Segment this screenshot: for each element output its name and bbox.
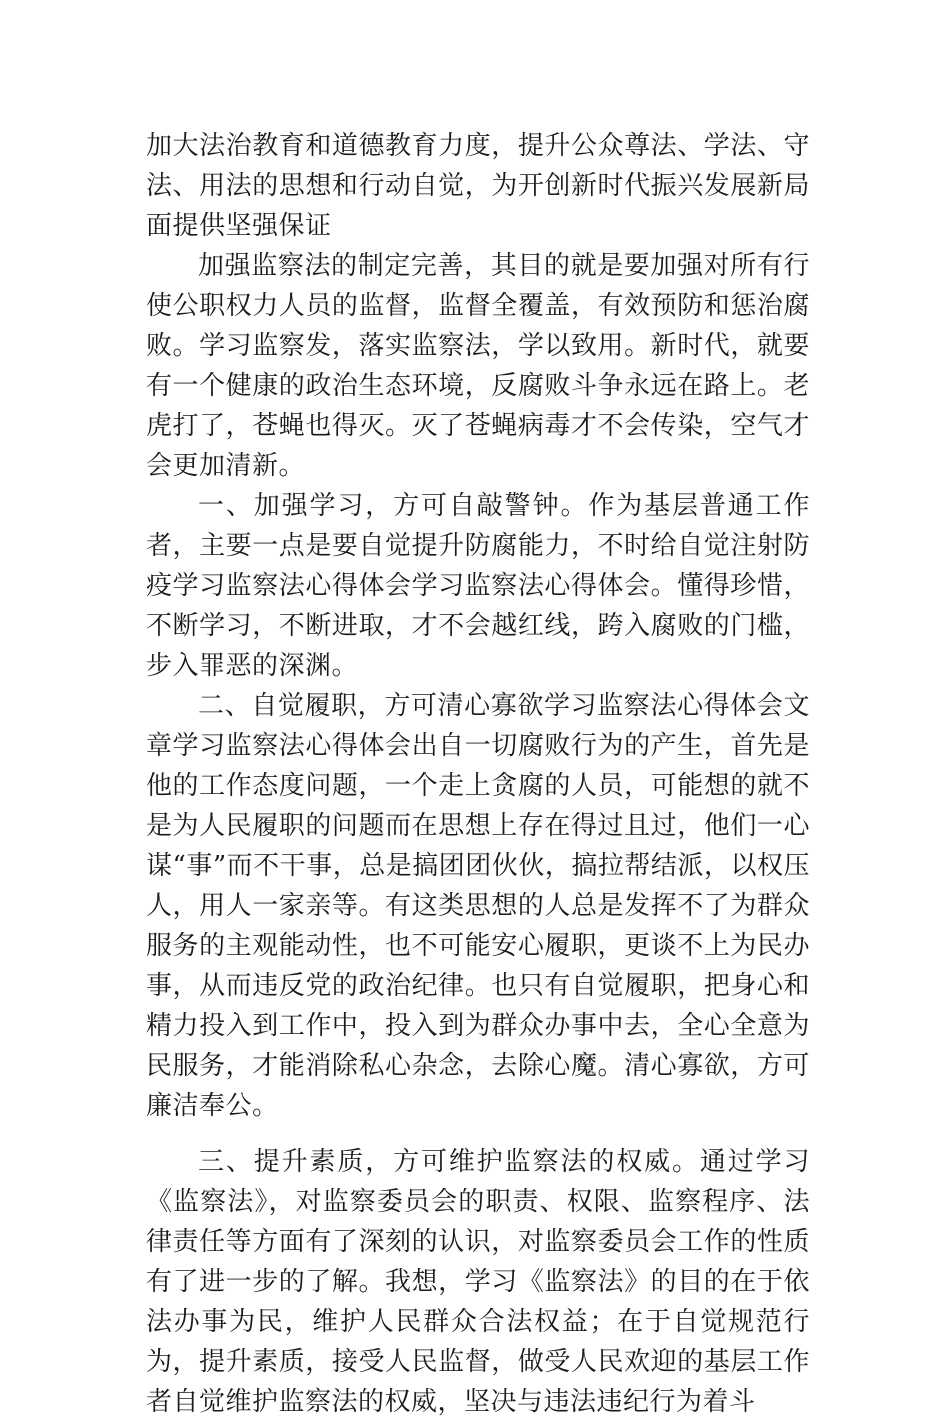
paragraph-point-two: 二、自觉履职，方可清心寡欲学习监察法心得体会文章学习监察法心得体会出自一切腐败行为的产生，首先是他的工作态度问题，一个走上贪腐的人员，可能想的就不是为人民履职的问题而在思想上存在得过且过，他们一心谋“事”而不干事，总是搞团团伙伙，搞拉帮结派，以权压人，用人一家亲等。有这类思想的人总是发挥不了为群众服务的主观能动性，也不可能安心履职，更谈不上为民办事，从而违反党的政治纪律。也只有自觉履职，把身心和精力投入到工作中，投入到为群众办事中去，全心全意为民服务，才能消除私心杂念，去除心魔。清心寡欲，方可廉洁奉公。 [146, 691, 810, 1121]
paragraph-point-three: 三、提升素质，方可维护监察法的权威。通过学习《监察法》，对监察委员会的职责、权限、监察程序、法律责任等方面有了深刻的认识，对监察委员会工作的性质有了进一步的了解。我想，学习《监察法》的目的在于依法办事为民，维护人民群众合法权益；在于自觉规范行为，提升素质，接受人民监督，做受人民欢迎的基层工作者自觉维护监察法的权威，坚决与违法违纪行为着斗 [146, 1147, 810, 1417]
paragraph-continuation: 加大法治教育和道德教育力度，提升公众尊法、学法、守法、用法的思想和行动自觉，为开创新时代振兴发展新局面提供坚强保证 [146, 131, 810, 241]
paragraph-supervision-law: 加强监察法的制定完善，其目的就是要加强对所有行使公职权力人员的监督，监督全覆盖，有效预防和惩治腐败。学习监察发，落实监察法，学以致用。新时代，就要有一个健康的政治生态环境，反腐败斗争永远在路上。老虎打了，苍蝇也得灭。灭了苍蝇病毒才不会传染，空气才会更加清新。 [146, 251, 810, 481]
paragraph-point-one: 一、加强学习，方可自敲警钟。作为基层普通工作者，主要一点是要自觉提升防腐能力，不时给自觉注射防疫学习监察法心得体会学习监察法心得体会。懂得珍惜，不断学习，不断进取，才不会越红线，跨入腐败的门槛，步入罪恶的深渊。 [146, 491, 810, 681]
document-body [146, 126, 810, 1422]
